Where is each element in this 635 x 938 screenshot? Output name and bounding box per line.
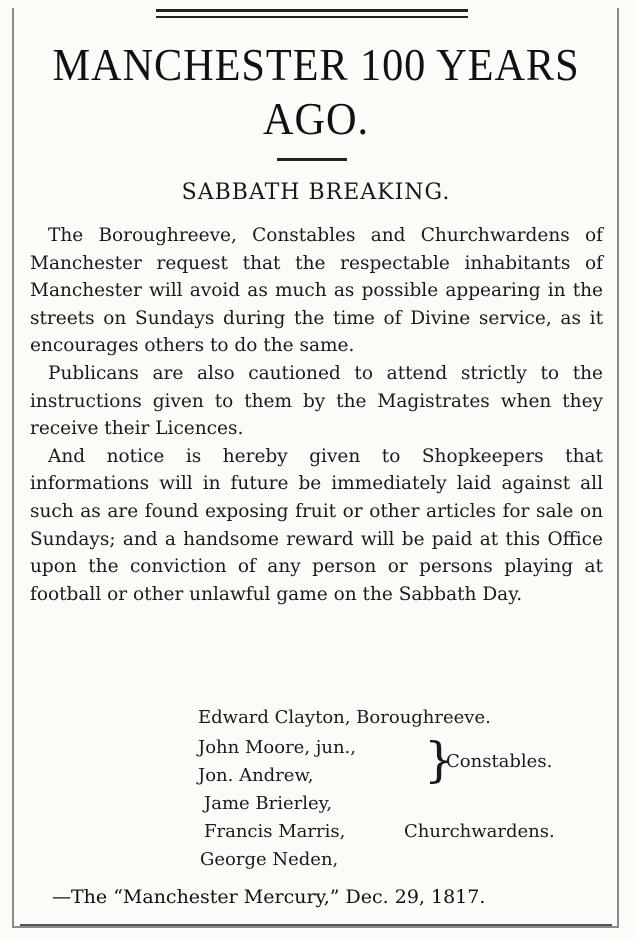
paragraph-3: And notice is hereby given to Shopkeepers that informations will in future be immediately laid against all such as are found exposing fruit or other articles for sale on Sundays; and a handsome reward will be paid at this Office upon the conviction of any person or persons playing at football or other unlawful game on the Sabbath Day.: [30, 445, 603, 605]
paragraph-1: The Boroughreeve, Constables and Churchwardens of Manchester request that the respectable inhabitants of Manchester will avoid as much as possible appearing in the streets on Sundays during the time of Divine service, as it encourages others to do the same.: [30, 225, 603, 357]
signature-constable-1: John Moore, jun.,: [198, 737, 356, 758]
article-body: [30, 222, 603, 608]
signature-constable-2: Jon. Andrew,: [198, 765, 314, 786]
headline-line-2: AGO.: [263, 93, 369, 144]
source-citation: —The “Manchester Mercury,” Dec. 29, 1817.: [52, 886, 486, 908]
constables-brace: }: [424, 732, 455, 788]
bottom-rule: [20, 924, 612, 926]
paragraph-2: Publicans are also cautioned to attend strictly to the instructions given to them by the Magistrates when they receive their Licences.: [30, 362, 603, 440]
signature-churchwarden-3: George Neden,: [200, 849, 339, 870]
signature-boroughreeve: Edward Clayton, Boroughreeve.: [198, 707, 491, 728]
signature-churchwarden-2: Francis Marris,: [204, 821, 346, 842]
constables-label: Constables.: [446, 751, 553, 772]
section-divider: [277, 158, 347, 161]
subheading: SABBATH BREAKING.: [181, 180, 451, 205]
top-rule: [156, 9, 468, 12]
top-rule-thin: [156, 16, 468, 18]
churchwardens-label: Churchwardens.: [404, 821, 555, 842]
signature-churchwarden-1: Jame Brierley,: [204, 793, 333, 814]
headline-line-1: MANCHESTER 100 YEARS: [52, 39, 580, 90]
headline: [44, 38, 589, 146]
